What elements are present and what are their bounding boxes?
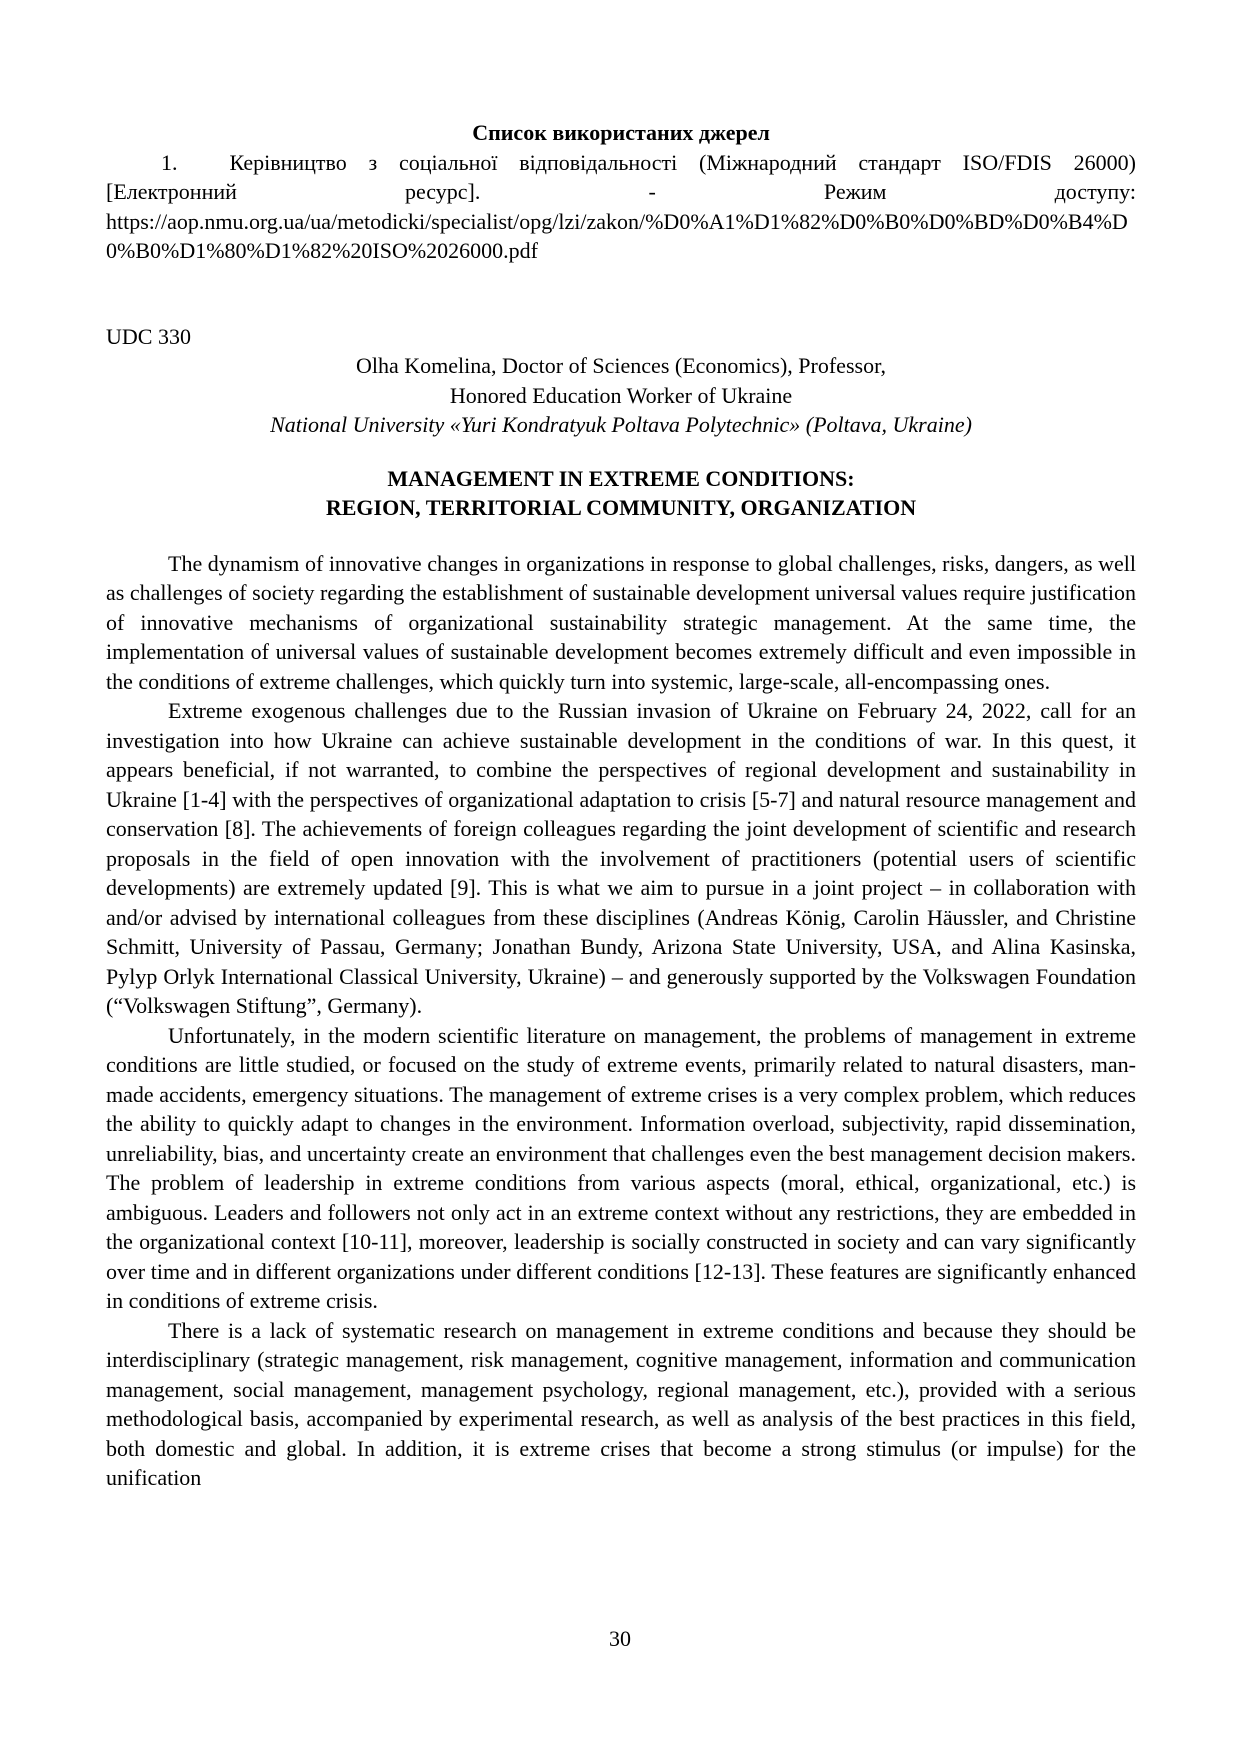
spacer — [106, 523, 1136, 549]
tab-spacer — [178, 169, 230, 170]
body-paragraph-1: The dynamism of innovative changes in organizations in response to global challenges, risks, dangers, as well as challenges of society regarding the establishment of sustainable development universal values require justification of innovative mechanisms of organizational sustainability strategic management. At the same time, the implementation of universal values of sustainable development becomes extremely difficult and even impossible in the conditions of extreme challenges, which quickly turn into systemic, large-scale, all-encompassing ones. — [106, 550, 1136, 694]
body-paragraph-2: Extreme exogenous challenges due to the Russian invasion of Ukraine on February 24, 2022, call for an investigation into how Ukraine can achieve sustainable development in the conditions of war. In this quest, it appears beneficial, if not warranted, to combine the perspectives of regional development and sustainability in Ukraine [1-4] with the perspectives of organizational adaptation to crisis [5-7] and natural resource management and conservation [8]. The achievements of foreign colleagues regarding the joint development of scientific and research proposals in the field of open innovation with the involvement of practitioners (potential users of scientific developments) are extremely updated [9]. This is what we aim to pursue in a joint project – in collaboration with and/or advised by international colleagues from these disciplines (Andreas König, Carolin Häussler, and Christine Schmitt, University of Passau, Germany; Jonathan Bundy, Arizona State University, USA, and Alina Kasinska, Pylyp Orlyk International Classical University, Ukraine) – and generously supported by the Volkswagen Foundation (“Volkswagen Stiftung”, Germany). — [106, 698, 1136, 1018]
reference-text: Керівництво з соціальної відповідальності (Міжнародний стандарт ISO/FDIS 26000) [Електронний ресурс]. - Режим доступу: — [106, 149, 1136, 204]
udc-number: UDC 330 — [106, 323, 191, 349]
reference-entry — [106, 148, 1136, 266]
spacer — [106, 440, 1136, 464]
article-title-line2: REGION, TERRITORIAL COMMUNITY, ORGANIZATION — [325, 495, 917, 520]
reference-url-link[interactable]: https://aop.nmu.org.ua/ua/metodicki/specialist/opg/lzi/zakon/%D0%A1%D1%82%D0%B0%D0%BD%D0%B4%D0%B0%D1%80%D1%82%20ISO%2026000.pdf — [106, 208, 1128, 263]
author-affiliation: National University «Yuri Kondratyuk Poltava Polytechnic» (Poltava, Ukraine) — [270, 412, 972, 437]
author-name-line: Olha Komelina, Doctor of Sciences (Economics), Professor, — [355, 353, 887, 378]
article-title-line1: MANAGEMENT IN EXTREME CONDITIONS: — [387, 465, 855, 491]
body-paragraph-4: There is a lack of systematic research on management in extreme conditions and because they should be interdisciplinary (strategic management, risk management, cognitive management, information and communication management, social management, management psychology, regional management, etc.), provided with a serious methodological basis, accompanied by experimental research, as well as analysis of the best practices in this field, both domestic and global. In addition, it is extreme crises that become a strong stimulus (or impulse) for the unification — [106, 1317, 1136, 1490]
body-paragraph-3: Unfortunately, in the modern scientific literature on management, the problems of management in extreme conditions are little studied, or focused on the study of extreme events, primarily related to natural disasters, man-made accidents, emergency situations. The management of extreme crises is a very complex problem, which reduces the ability to quickly adapt to changes in the environment. Information overload, subjectivity, rapid dissemination, unreliability, bias, and uncertainty create an environment that challenges even the best management decision makers. The problem of leadership in extreme conditions from various aspects (moral, ethical, organizational, etc.) is ambiguous. Leaders and followers not only act in an extreme context without any restrictions, they are embedded in the organizational context [10-11], moreover, leadership is socially constructed in society and can vary significantly over time and in different organizations under different conditions [12-13]. These features are significantly enhanced in conditions of extreme crisis. — [106, 1022, 1136, 1313]
page-number: 30 — [609, 1626, 631, 1651]
author-honorific-line: Honored Education Worker of Ukraine — [449, 382, 793, 408]
references-heading: Список використаних джерел — [472, 120, 770, 145]
spacer — [106, 266, 1136, 322]
reference-number: 1. — [161, 149, 178, 175]
